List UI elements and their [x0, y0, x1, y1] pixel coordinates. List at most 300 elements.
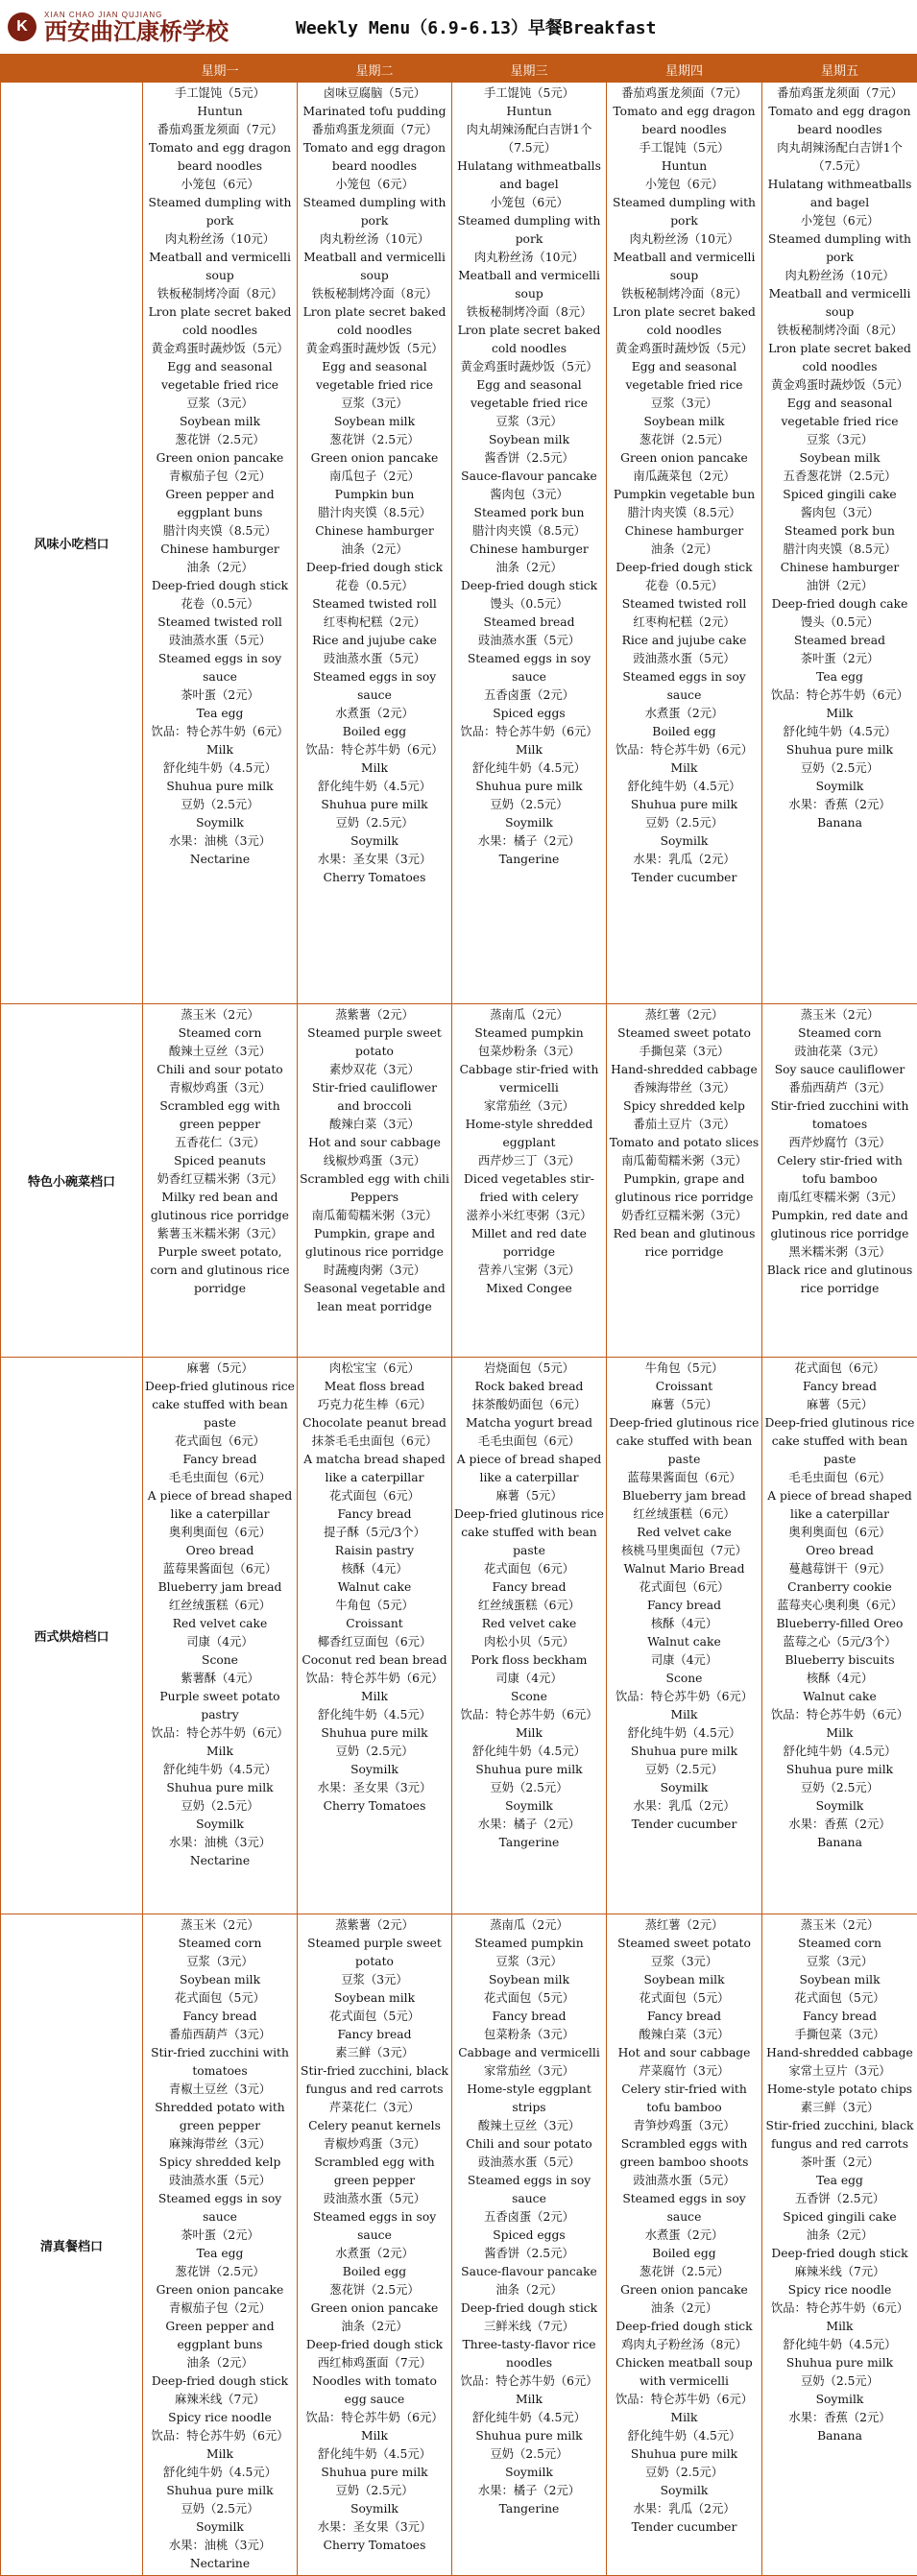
menu-item-line: Steamed purple sweet potato	[300, 1024, 449, 1061]
menu-item-line: 豆奶（2.5元）	[145, 796, 295, 814]
menu-item-line: 奥利奥面包（6元）	[145, 1524, 295, 1542]
menu-item-line: Fancy bread	[609, 2008, 760, 2026]
menu-item-line: Lron plate secret baked cold noodles	[609, 303, 760, 340]
menu-item-line: 馒头（0.5元）	[454, 595, 604, 614]
menu-item-line: 豆浆（3元）	[145, 1953, 295, 1971]
menu-item-line: 司康（4元）	[609, 1651, 760, 1670]
menu-item-line: 腊汁肉夹馍（8.5元）	[609, 504, 760, 522]
menu-item-line: 五香卤蛋（2元）	[454, 686, 604, 705]
menu-item-line: Chinese hamburger	[609, 522, 760, 541]
menu-item-line: Deep-fried glutinous rice cake stuffed with bean paste	[764, 1414, 915, 1469]
menu-item-line: Deep-fried dough stick	[609, 559, 760, 577]
menu-item-line: 核酥（4元）	[764, 1670, 915, 1688]
menu-item-line: Boiled egg	[609, 723, 760, 741]
menu-item-line: Meatball and vermicelli soup	[145, 249, 295, 285]
day-header: 星期三	[452, 57, 607, 83]
menu-item-line: 麻辣海带丝（3元）	[145, 2135, 295, 2154]
menu-item-line: Milk	[764, 2318, 915, 2336]
menu-item-line: 饮品：特仑苏牛奶（6元）	[300, 741, 449, 759]
menu-item-line: 铁板秘制烤冷面（8元）	[454, 303, 604, 322]
menu-item-line: Tomato and egg dragon beard noodles	[145, 139, 295, 176]
menu-item-line: Hulatang withmeatballs and bagel	[454, 157, 604, 194]
menu-item-line: Soybean milk	[145, 1971, 295, 1989]
menu-item-line: 饮品：特仑苏牛奶（6元）	[300, 2409, 449, 2427]
menu-item-line: Celery stir-fried with tofu bamboo	[764, 1152, 915, 1189]
menu-item-line: 豉油蒸水蛋（5元）	[300, 2190, 449, 2208]
menu-item-line: Chinese hamburger	[454, 541, 604, 559]
menu-item-line: Milk	[609, 2409, 760, 2427]
menu-item-line: 豆浆（3元）	[145, 395, 295, 413]
menu-item-line: Meatball and vermicelli soup	[454, 267, 604, 303]
menu-item-line: 肉丸粉丝汤（10元）	[764, 267, 915, 285]
menu-item-line: Meat floss bread	[300, 1378, 449, 1396]
menu-item-line: Milk	[609, 1706, 760, 1724]
menu-item-line: Steamed eggs in soy sauce	[300, 668, 449, 705]
menu-item-line: Sauce-flavour pancake	[454, 468, 604, 486]
menu-item-line: 铁板秘制烤冷面（8元）	[145, 285, 295, 303]
menu-item-line: 舒化纯牛奶（4.5元）	[300, 1706, 449, 1724]
menu-item-line: 豆奶（2.5元）	[454, 2445, 604, 2464]
menu-item-line: 水煮蛋（2元）	[300, 2245, 449, 2263]
menu-item-line: Scone	[145, 1651, 295, 1670]
menu-item-line: 油条（2元）	[300, 2318, 449, 2336]
menu-item-line: Shuhua pure milk	[300, 2464, 449, 2482]
menu-item-line: Tea egg	[145, 2245, 295, 2263]
menu-item-line: 毛毛虫面包（6元）	[764, 1469, 915, 1487]
menu-item-line: 饮品：特仑苏牛奶（6元）	[609, 741, 760, 759]
menu-item-line: 油饼（2元）	[764, 577, 915, 595]
menu-item-line: Shuhua pure milk	[609, 1743, 760, 1761]
menu-item-line: 肉松小贝（5元）	[454, 1633, 604, 1651]
menu-item-line: Cherry Tomatoes	[300, 2537, 449, 2555]
menu-item-line: 青椒炒鸡蛋（3元）	[300, 2135, 449, 2154]
menu-item-line: 油条（2元）	[454, 559, 604, 577]
menu-item-line: Celery stir-fried with tofu bamboo	[609, 2081, 760, 2117]
menu-item-line: 腊汁肉夹馍（8.5元）	[300, 504, 449, 522]
menu-item-line: 奶香红豆糯米粥（3元）	[609, 1207, 760, 1225]
menu-item-line: 腊汁肉夹馍（8.5元）	[145, 522, 295, 541]
menu-item-line: 水煮蛋（2元）	[300, 705, 449, 723]
menu-item-line: 核酥（4元）	[609, 1615, 760, 1633]
menu-item-line: Green onion pancake	[145, 449, 295, 468]
menu-item-line: 茶叶蛋（2元）	[145, 2227, 295, 2245]
menu-item-line: 豆奶（2.5元）	[764, 759, 915, 778]
menu-item-line: Milk	[300, 2427, 449, 2445]
menu-item-line: Fancy bread	[145, 1451, 295, 1469]
menu-item-line: Steamed twisted roll	[609, 595, 760, 614]
menu-cell	[762, 83, 917, 1004]
menu-item-line: 馒头（0.5元）	[764, 614, 915, 632]
menu-item-line: 酸辣白菜（3元）	[300, 1116, 449, 1134]
menu-item-line: Meatball and vermicelli soup	[764, 285, 915, 322]
menu-item-line: Pork floss beckham	[454, 1651, 604, 1670]
menu-item-line: Steamed sweet potato	[609, 1935, 760, 1953]
menu-item-line: 线椒炒鸡蛋（3元）	[300, 1152, 449, 1170]
menu-item-line: 芹菜花仁（3元）	[300, 2099, 449, 2117]
menu-item-line: Tender cucumber	[609, 2518, 760, 2537]
menu-item-line: Huntun	[609, 157, 760, 176]
menu-item-line: Steamed pumpkin	[454, 1024, 604, 1043]
menu-item-line: 饮品：特仑苏牛奶（6元）	[454, 2372, 604, 2391]
day-header: 星期一	[143, 57, 298, 83]
menu-item-line: Fancy bread	[300, 2026, 449, 2044]
menu-item-line: 蓝莓夹心奥利奥（6元）	[764, 1597, 915, 1615]
menu-item-line: 肉丸胡辣汤配白吉饼1个（7.5元）	[454, 121, 604, 157]
menu-item-line: 花式面包（6元）	[609, 1578, 760, 1597]
category-label: 特色小碗菜档口	[1, 1004, 143, 1358]
menu-item-line: 油条（2元）	[145, 2354, 295, 2372]
menu-item-line: 红丝绒蛋糕（6元）	[145, 1597, 295, 1615]
menu-item-line: Meatball and vermicelli soup	[609, 249, 760, 285]
menu-item-line: 豆奶（2.5元）	[609, 2464, 760, 2482]
menu-item-line: Spicy rice noodle	[764, 2281, 915, 2299]
menu-item-line: Cabbage stir-fried with vermicelli	[454, 1061, 604, 1097]
menu-item-line: Scrambled eggs with green bamboo shoots	[609, 2135, 760, 2172]
menu-item-line: Chinese hamburger	[300, 522, 449, 541]
menu-item-line: Stir-fried zucchini with tomatoes	[145, 2044, 295, 2081]
menu-item-line: Spiced gingili cake	[764, 486, 915, 504]
menu-item-line: 舒化纯牛奶（4.5元）	[764, 2336, 915, 2354]
menu-item-line: Walnut cake	[300, 1578, 449, 1597]
menu-item-line: 油条（2元）	[609, 2299, 760, 2318]
menu-item-line: Steamed corn	[764, 1935, 915, 1953]
menu-item-line: A piece of bread shaped like a caterpillar	[145, 1487, 295, 1524]
menu-item-line: 酱香饼（2.5元）	[454, 449, 604, 468]
menu-item-line: Soymilk	[300, 832, 449, 851]
menu-item-line: Scone	[609, 1670, 760, 1688]
menu-item-line: Purple sweet potato, corn and glutinous rice porridge	[145, 1243, 295, 1298]
menu-item-line: 肉丸粉丝汤（10元）	[609, 230, 760, 249]
menu-item-line: 舒化纯牛奶（4.5元）	[454, 2409, 604, 2427]
menu-item-line: 小笼包（6元）	[454, 194, 604, 212]
menu-item-line: 豆奶（2.5元）	[145, 2500, 295, 2518]
menu-item-line: Milk	[145, 741, 295, 759]
menu-item-line: Shuhua pure milk	[764, 1761, 915, 1779]
menu-item-line: 黄金鸡蛋时蔬炒饭（5元）	[145, 340, 295, 358]
menu-item-line: Coconut red bean bread	[300, 1651, 449, 1670]
menu-item-line: 番茄鸡蛋龙须面（7元）	[145, 121, 295, 139]
menu-item-line: 油条（2元）	[454, 2281, 604, 2299]
menu-item-line: 蒸玉米（2元）	[145, 1916, 295, 1935]
menu-item-line: 铁板秘制烤冷面（8元）	[764, 322, 915, 340]
menu-item-line: 豉油蒸水蛋（5元）	[609, 650, 760, 668]
menu-item-line: 蒸玉米（2元）	[764, 1916, 915, 1935]
menu-item-line: Soybean milk	[454, 431, 604, 449]
menu-item-line: 巧克力花生棒（6元）	[300, 1396, 449, 1414]
menu-item-line: Lron plate secret baked cold noodles	[300, 303, 449, 340]
menu-item-line: 花式面包（6元）	[300, 1487, 449, 1505]
menu-item-line: 麻薯（5元）	[454, 1487, 604, 1505]
menu-item-line: Steamed dumpling with pork	[145, 194, 295, 230]
menu-cell	[607, 83, 762, 1004]
menu-item-line: 舒化纯牛奶（4.5元）	[609, 1724, 760, 1743]
menu-item-line: 舒化纯牛奶（4.5元）	[609, 778, 760, 796]
menu-item-line: 饮品：特仑苏牛奶（6元）	[609, 1688, 760, 1706]
menu-item-line: Steamed corn	[145, 1024, 295, 1043]
menu-item-line: Steamed twisted roll	[300, 595, 449, 614]
menu-item-line: 酱香饼（2.5元）	[454, 2245, 604, 2263]
menu-item-line: Red bean and glutinous rice porridge	[609, 1225, 760, 1262]
menu-item-line: 豆浆（3元）	[454, 1953, 604, 1971]
menu-item-line: Soymilk	[454, 2464, 604, 2482]
menu-item-line: 番茄西葫芦（3元）	[145, 2026, 295, 2044]
menu-item-line: 番茄西葫芦（3元）	[764, 1079, 915, 1097]
menu-item-line: Purple sweet potato pastry	[145, 1688, 295, 1724]
menu-item-line: Shuhua pure milk	[145, 1779, 295, 1797]
menu-item-line: Egg and seasonal vegetable fried rice	[454, 376, 604, 413]
menu-item-line: Lron plate secret baked cold noodles	[764, 340, 915, 376]
menu-item-line: Deep-fried dough stick	[300, 2336, 449, 2354]
menu-item-line: 豆浆（3元）	[300, 1971, 449, 1989]
menu-item-line: Tea egg	[145, 705, 295, 723]
menu-item-line: Fancy bread	[454, 2008, 604, 2026]
menu-item-line: Cherry Tomatoes	[300, 1797, 449, 1816]
menu-item-line: Soybean milk	[300, 1989, 449, 2008]
menu-item-line: Blueberry jam bread	[145, 1578, 295, 1597]
menu-item-line: 家常茄丝（3元）	[454, 1097, 604, 1116]
menu-item-line: Boiled egg	[300, 2263, 449, 2281]
menu-item-line: Chili and sour potato	[454, 2135, 604, 2154]
menu-item-line: Deep-fried dough stick	[300, 559, 449, 577]
menu-item-line: 青椒茄子包（2元）	[145, 468, 295, 486]
menu-item-line: 素三鲜（3元）	[300, 2044, 449, 2062]
menu-item-line: Deep-fried glutinous rice cake stuffed with bean paste	[145, 1378, 295, 1432]
menu-item-line: Meatball and vermicelli soup	[300, 249, 449, 285]
menu-item-line: 饮品：特仑苏牛奶（6元）	[145, 1724, 295, 1743]
menu-item-line: A matcha bread shaped like a caterpillar	[300, 1451, 449, 1487]
menu-item-line: Soybean milk	[454, 1971, 604, 1989]
menu-item-line: Deep-fried glutinous rice cake stuffed with bean paste	[609, 1414, 760, 1469]
menu-item-line: Fancy bread	[454, 1578, 604, 1597]
menu-item-line: Hot and sour cabbage	[609, 2044, 760, 2062]
menu-item-line: 青笋炒鸡蛋（3元）	[609, 2117, 760, 2135]
menu-item-line: 葱花饼（2.5元）	[609, 2263, 760, 2281]
menu-item-line: Milk	[764, 705, 915, 723]
menu-item-line: 舒化纯牛奶（4.5元）	[300, 778, 449, 796]
menu-item-line: Deep-fried dough stick	[454, 2299, 604, 2318]
menu-cell	[143, 1358, 298, 1914]
menu-item-line: Spiced eggs	[454, 2227, 604, 2245]
menu-item-line: 司康（4元）	[454, 1670, 604, 1688]
menu-item-line: Spicy shredded kelp	[145, 2154, 295, 2172]
menu-item-line: 舒化纯牛奶（4.5元）	[145, 1761, 295, 1779]
menu-item-line: Seasonal vegetable and lean meat porridge	[300, 1280, 449, 1316]
menu-item-line: Nectarine	[145, 1852, 295, 1870]
menu-item-line: 抹茶酸奶面包（6元）	[454, 1396, 604, 1414]
menu-item-line: Cherry Tomatoes	[300, 869, 449, 887]
menu-item-line: 茶叶蛋（2元）	[764, 2154, 915, 2172]
menu-item-line: Rice and jujube cake	[300, 632, 449, 650]
menu-item-line: Walnut Mario Bread	[609, 1560, 760, 1578]
menu-item-line: 油条（2元）	[609, 541, 760, 559]
menu-item-line: Shuhua pure milk	[454, 1761, 604, 1779]
menu-item-line: Noodles with tomato egg sauce	[300, 2372, 449, 2409]
menu-item-line: Soy sauce cauliflower	[764, 1061, 915, 1079]
day-header: 星期四	[607, 57, 762, 83]
menu-item-line: Huntun	[145, 103, 295, 121]
menu-item-line: 饮品：特仑苏牛奶（6元）	[609, 2391, 760, 2409]
menu-item-line: Three-tasty-flavor rice noodles	[454, 2336, 604, 2372]
menu-item-line: 小笼包（6元）	[145, 176, 295, 194]
menu-cell	[298, 1358, 452, 1914]
menu-item-line: 牛角包（5元）	[300, 1597, 449, 1615]
menu-item-line: Steamed purple sweet potato	[300, 1935, 449, 1971]
menu-item-line: Steamed twisted roll	[145, 614, 295, 632]
menu-item-line: Soybean milk	[145, 413, 295, 431]
menu-item-line: Boiled egg	[300, 723, 449, 741]
menu-item-line: Soymilk	[454, 1797, 604, 1816]
menu-item-line: Milk	[609, 759, 760, 778]
menu-item-line: Soymilk	[454, 814, 604, 832]
menu-item-line: 酸辣白菜（3元）	[609, 2026, 760, 2044]
menu-item-line: 黄金鸡蛋时蔬炒饭（5元）	[454, 358, 604, 376]
menu-item-line: 肉丸粉丝汤（10元）	[300, 230, 449, 249]
menu-item-line: 舒化纯牛奶（4.5元）	[145, 759, 295, 778]
menu-item-line: 豆浆（3元）	[454, 413, 604, 431]
menu-item-line: 五香卤蛋（2元）	[454, 2208, 604, 2227]
menu-item-line: 豆浆（3元）	[300, 395, 449, 413]
menu-item-line: Tangerine	[454, 1834, 604, 1852]
menu-item-line: 水果：圣女果（3元）	[300, 2518, 449, 2537]
menu-item-line: Soybean milk	[300, 413, 449, 431]
menu-item-line: 水果：圣女果（3元）	[300, 1779, 449, 1797]
menu-item-line: Scrambled egg with green pepper	[145, 1097, 295, 1134]
menu-item-line: Diced vegetables stir-fried with celery	[454, 1170, 604, 1207]
menu-cell	[298, 1004, 452, 1358]
menu-item-line: 麻薯（5元）	[609, 1396, 760, 1414]
menu-item-line: Oreo bread	[145, 1542, 295, 1560]
menu-item-line: Deep-fried dough stick	[609, 2318, 760, 2336]
menu-item-line: 水果：香蕉（2元）	[764, 2409, 915, 2427]
menu-item-line: 手工馄饨（5元）	[609, 139, 760, 157]
menu-item-line: 饮品：特仑苏牛奶（6元）	[764, 686, 915, 705]
menu-item-line: Marinated tofu pudding	[300, 103, 449, 121]
menu-item-line: Steamed eggs in soy sauce	[145, 2190, 295, 2227]
menu-item-line: Steamed pork bun	[454, 504, 604, 522]
menu-item-line: Green onion pancake	[300, 2299, 449, 2318]
menu-cell	[607, 1358, 762, 1914]
menu-item-line: Deep-fried dough stick	[145, 577, 295, 595]
menu-item-line: Nectarine	[145, 851, 295, 869]
menu-item-line: 红枣枸杞糕（2元）	[609, 614, 760, 632]
menu-item-line: 手撕包菜（3元）	[609, 1043, 760, 1061]
menu-item-line: 麻辣米线（7元）	[764, 2263, 915, 2281]
menu-item-line: 水煮蛋（2元）	[609, 705, 760, 723]
table-row	[1, 1358, 917, 1914]
menu-item-line: Hand-shredded cabbage	[764, 2044, 915, 2062]
menu-item-line: 毛毛虫面包（6元）	[145, 1469, 295, 1487]
menu-item-line: 蓝莓果酱面包（6元）	[145, 1560, 295, 1578]
menu-item-line: Huntun	[454, 103, 604, 121]
menu-item-line: Soymilk	[764, 1797, 915, 1816]
menu-cell	[762, 1004, 917, 1358]
menu-item-line: 鸡肉丸子粉丝汤（8元）	[609, 2336, 760, 2354]
menu-item-line: Tea egg	[764, 668, 915, 686]
menu-item-line: 青椒炒鸡蛋（3元）	[145, 1079, 295, 1097]
menu-item-line: Spiced eggs	[454, 705, 604, 723]
menu-item-line: Pumpkin, grape and glutinous rice porridge	[300, 1225, 449, 1262]
menu-item-line: Steamed eggs in soy sauce	[454, 650, 604, 686]
menu-item-line: Fancy bread	[764, 2008, 915, 2026]
menu-item-line: Soybean milk	[764, 449, 915, 468]
menu-item-line: 南瓜红枣糯米粥（3元）	[764, 1189, 915, 1207]
menu-item-line: Fancy bread	[609, 1597, 760, 1615]
menu-item-line: Fancy bread	[300, 1505, 449, 1524]
menu-item-line: Rock baked bread	[454, 1378, 604, 1396]
menu-item-line: 水果：乳瓜（2元）	[609, 851, 760, 869]
menu-item-line: 红丝绒蛋糕（6元）	[609, 1505, 760, 1524]
menu-item-line: Sauce-flavour pancake	[454, 2263, 604, 2281]
menu-item-line: 麻薯（5元）	[764, 1396, 915, 1414]
menu-item-line: Stir-fried zucchini, black fungus and red carrots	[300, 2062, 449, 2099]
menu-item-line: 五香饼（2.5元）	[764, 2190, 915, 2208]
menu-item-line: Soymilk	[764, 778, 915, 796]
menu-item-line: 油条（2元）	[764, 2227, 915, 2245]
category-label: 风味小吃档口	[1, 83, 143, 1004]
menu-item-line: Tender cucumber	[609, 869, 760, 887]
menu-item-line: 舒化纯牛奶（4.5元）	[764, 723, 915, 741]
menu-item-line: 舒化纯牛奶（4.5元）	[764, 1743, 915, 1761]
menu-item-line: 肉丸胡辣汤配白吉饼1个（7.5元）	[764, 139, 915, 176]
school-name-en: XIAN CHAO JIAN QUJIANG	[44, 11, 229, 19]
menu-item-line: 包菜粉条（3元）	[454, 2026, 604, 2044]
menu-cell	[762, 1358, 917, 1914]
menu-item-line: 西芹炒三丁（3元）	[454, 1152, 604, 1170]
menu-item-line: Chicken meatball soup with vermicelli	[609, 2354, 760, 2391]
menu-item-line: Nectarine	[145, 2555, 295, 2573]
menu-item-line: Soymilk	[145, 814, 295, 832]
menu-item-line: 西红柿鸡蛋面（7元）	[300, 2354, 449, 2372]
menu-item-line: 葱花饼（2.5元）	[300, 431, 449, 449]
menu-item-line: 五香花仁（3元）	[145, 1134, 295, 1152]
menu-item-line: Soymilk	[609, 2482, 760, 2500]
menu-item-line: 紫薯酥（4元）	[145, 1670, 295, 1688]
menu-item-line: Shuhua pure milk	[300, 796, 449, 814]
menu-cell	[298, 83, 452, 1004]
menu-item-line: 提子酥（5元/3个）	[300, 1524, 449, 1542]
menu-cell	[143, 83, 298, 1004]
menu-item-line: 花式面包（5元）	[300, 2008, 449, 2026]
menu-item-line: Hulatang withmeatballs and bagel	[764, 176, 915, 212]
menu-item-line: 豆浆（3元）	[764, 431, 915, 449]
menu-item-line: Fancy bread	[764, 1378, 915, 1396]
menu-item-line: 花式面包（6元）	[454, 1560, 604, 1578]
menu-item-line: 蒸南瓜（2元）	[454, 1006, 604, 1024]
menu-item-line: 蓝莓之心（5元/3个）	[764, 1633, 915, 1651]
menu-item-line: Blueberry-filled Oreo	[764, 1615, 915, 1633]
menu-item-line: Scone	[454, 1688, 604, 1706]
menu-item-line: Soybean milk	[609, 1971, 760, 1989]
menu-item-line: 水果：香蕉（2元）	[764, 1816, 915, 1834]
menu-item-line: 手工馄饨（5元）	[145, 84, 295, 103]
menu-item-line: 椰香红豆面包（6元）	[300, 1633, 449, 1651]
menu-item-line: 花式面包（5元）	[609, 1989, 760, 2008]
menu-item-line: Soybean milk	[764, 1971, 915, 1989]
menu-item-line: Red velvet cake	[609, 1524, 760, 1542]
menu-item-line: Soymilk	[764, 2391, 915, 2409]
menu-item-line: 黄金鸡蛋时蔬炒饭（5元）	[300, 340, 449, 358]
menu-item-line: Deep-fried dough cake	[764, 595, 915, 614]
menu-cell	[452, 1004, 607, 1358]
menu-item-line: Celery peanut kernels	[300, 2117, 449, 2135]
menu-item-line: Lron plate secret baked cold noodles	[145, 303, 295, 340]
menu-item-line: Milk	[454, 741, 604, 759]
menu-item-line: Green onion pancake	[300, 449, 449, 468]
menu-item-line: 蒸玉米（2元）	[145, 1006, 295, 1024]
menu-item-line: 香辣海带丝（3元）	[609, 1079, 760, 1097]
menu-item-line: 素炒双花（3元）	[300, 1061, 449, 1079]
menu-cell	[298, 1914, 452, 2576]
